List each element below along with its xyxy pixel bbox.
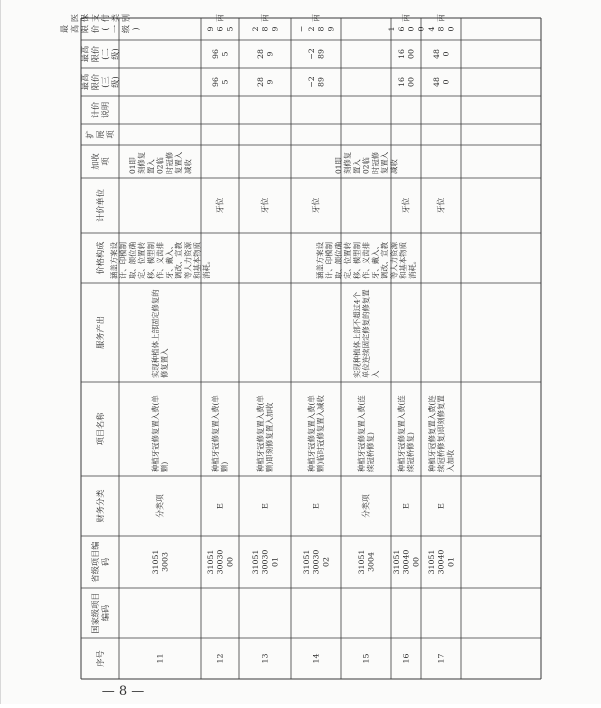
cell-insurance-category: 丙 — [436, 14, 446, 22]
header-province-code: 省级项目编码 — [89, 541, 110, 583]
cell-item-name: 种植牙冠修复置入费(单颗)即刻修复置入加收 — [255, 395, 275, 472]
cell-pricing-unit: 牙位 — [311, 197, 321, 214]
cell-insurance-category: 丙 — [311, 14, 321, 22]
cell-finance-category: 分类项 — [361, 494, 371, 518]
cell-surcharge-items: 01即刻修复置入02临时冠修复置入减收 — [127, 151, 193, 174]
cell-insurance-category: 丙 — [215, 14, 225, 22]
cell-province-code: 310513003001 — [250, 549, 280, 575]
header-extension-items: 扩展项 — [84, 130, 116, 139]
cell-max-price-tier3: 1600 — [396, 77, 416, 87]
cell-max-price-tier1: 289 — [250, 26, 280, 32]
cell-seq: 14 — [311, 653, 321, 664]
header-seq: 序号 — [94, 650, 105, 667]
table-row — [387, 14, 425, 664]
cell-seq: 15 — [361, 653, 371, 664]
cell-finance-category: E — [215, 503, 225, 509]
price-table — [1, 0, 601, 704]
header-surcharge-items: 加收项 — [89, 153, 110, 170]
cell-pricing-unit: 牙位 — [260, 197, 270, 214]
table-row — [109, 151, 211, 663]
header-max-price-tier1: 最高限价(一级) — [58, 24, 141, 34]
cell-item-name: 种植牙冠修复置入费(单颗) — [210, 395, 230, 472]
cell-max-price-tier2: 289 — [255, 49, 275, 59]
cell-province-code: 310513004000 — [391, 549, 421, 575]
cell-item-name: 种植牙冠修复置入费(单颗) — [150, 395, 170, 472]
cell-pricing-unit: 牙位 — [401, 197, 411, 214]
cell-insurance-category: 丙 — [260, 14, 270, 22]
cell-item-name: 种植牙冠修复置入费(连续冠桥修复)即刻修复置入加收 — [427, 395, 455, 472]
cell-max-price-tier1: 1600 — [387, 26, 426, 32]
cell-finance-category: E — [436, 503, 446, 509]
header-price-components: 价格构成 — [94, 241, 105, 275]
header-max-price-tier3: 最高限价(三级) — [79, 73, 121, 91]
cell-finance-category: E — [311, 503, 321, 509]
cell-province-code: 310513004001 — [426, 549, 456, 575]
cell-province-code: 310513003002 — [301, 549, 331, 575]
header-item-name: 项目名称 — [94, 412, 105, 446]
cell-service-output: 实现种植体上部固定修复的修复置入 — [150, 289, 170, 378]
header-insurance-category: 医保支付类别 — [69, 13, 131, 23]
cell-pricing-unit: 牙位 — [215, 197, 225, 214]
cell-max-price-tier1: −289 — [297, 25, 336, 33]
table-body — [109, 14, 455, 664]
cell-finance-category: 分类项 — [155, 494, 165, 518]
cell-max-price-tier2: 480 — [431, 49, 451, 59]
table-row — [427, 14, 456, 664]
table-row — [297, 14, 335, 664]
header-national-code: 国家级项目编码 — [89, 592, 110, 634]
cell-max-price-tier1: 965 — [205, 26, 235, 32]
cell-seq: 13 — [260, 653, 270, 664]
cell-max-price-tier1: 480 — [426, 26, 456, 32]
cell-max-price-tier2: 965 — [210, 49, 230, 59]
cell-province-code: 310513004 — [356, 549, 376, 575]
table-row — [206, 14, 235, 664]
cell-finance-category: E — [260, 503, 270, 509]
page-number: — 8 — — [101, 684, 145, 699]
cell-finance-category: E — [401, 503, 411, 509]
cell-max-price-tier2: 1600 — [396, 49, 416, 59]
header-finance-category: 财务分类 — [94, 489, 105, 523]
cell-surcharge-items: 01即刻修复置入02临时冠修复置入减收 — [333, 151, 399, 174]
table-header — [59, 14, 141, 667]
cell-max-price-tier3: −289 — [306, 76, 326, 88]
table-row — [251, 14, 280, 664]
header-max-price-tier2: 最高限价(二级) — [79, 45, 121, 63]
cell-item-name: 种植牙冠修复置入费(单颗)临时冠修复置入减收 — [306, 395, 326, 472]
cell-service-output: 实现种植体上部不超过4个单位连续固定修复的修复置入 — [352, 289, 380, 378]
cell-seq: 12 — [215, 653, 225, 664]
cell-price-components: 涵盖方案设计、印模制取、颌位确定、位置转移、模型制作、义齿排牙、戴入、调改、宣教等人力资源和基本物质消耗。 — [109, 242, 211, 279]
cell-item-name: 种植牙冠修复置入费(连续冠桥修复) — [396, 395, 416, 472]
header-pricing-unit: 计价单位 — [94, 189, 105, 222]
cell-max-price-tier3: 480 — [431, 77, 451, 87]
header-pricing-note: 计价说明 — [89, 101, 110, 119]
cell-max-price-tier3: 965 — [210, 77, 230, 87]
cell-seq: 17 — [436, 653, 446, 664]
cell-max-price-tier3: 289 — [255, 77, 275, 87]
cell-item-name: 种植牙冠修复置入费(连续冠桥修复) — [356, 395, 376, 472]
header-service-output: 服务产出 — [94, 316, 105, 349]
cell-price-components: 涵盖方案设计、印模制取、颌位确定、位置转移、模型制作、义齿排牙、戴入、调改、宣教等人力资源和基本物质消耗。 — [315, 242, 417, 279]
cell-province-code: 310513003000 — [205, 549, 235, 575]
cell-province-code: 310513003 — [150, 549, 170, 575]
cell-max-price-tier2: −289 — [306, 48, 326, 60]
cell-pricing-unit: 牙位 — [436, 197, 446, 214]
cell-seq: 11 — [155, 653, 165, 664]
cell-seq: 16 — [401, 653, 411, 664]
cell-insurance-category: 丙 — [401, 14, 411, 22]
